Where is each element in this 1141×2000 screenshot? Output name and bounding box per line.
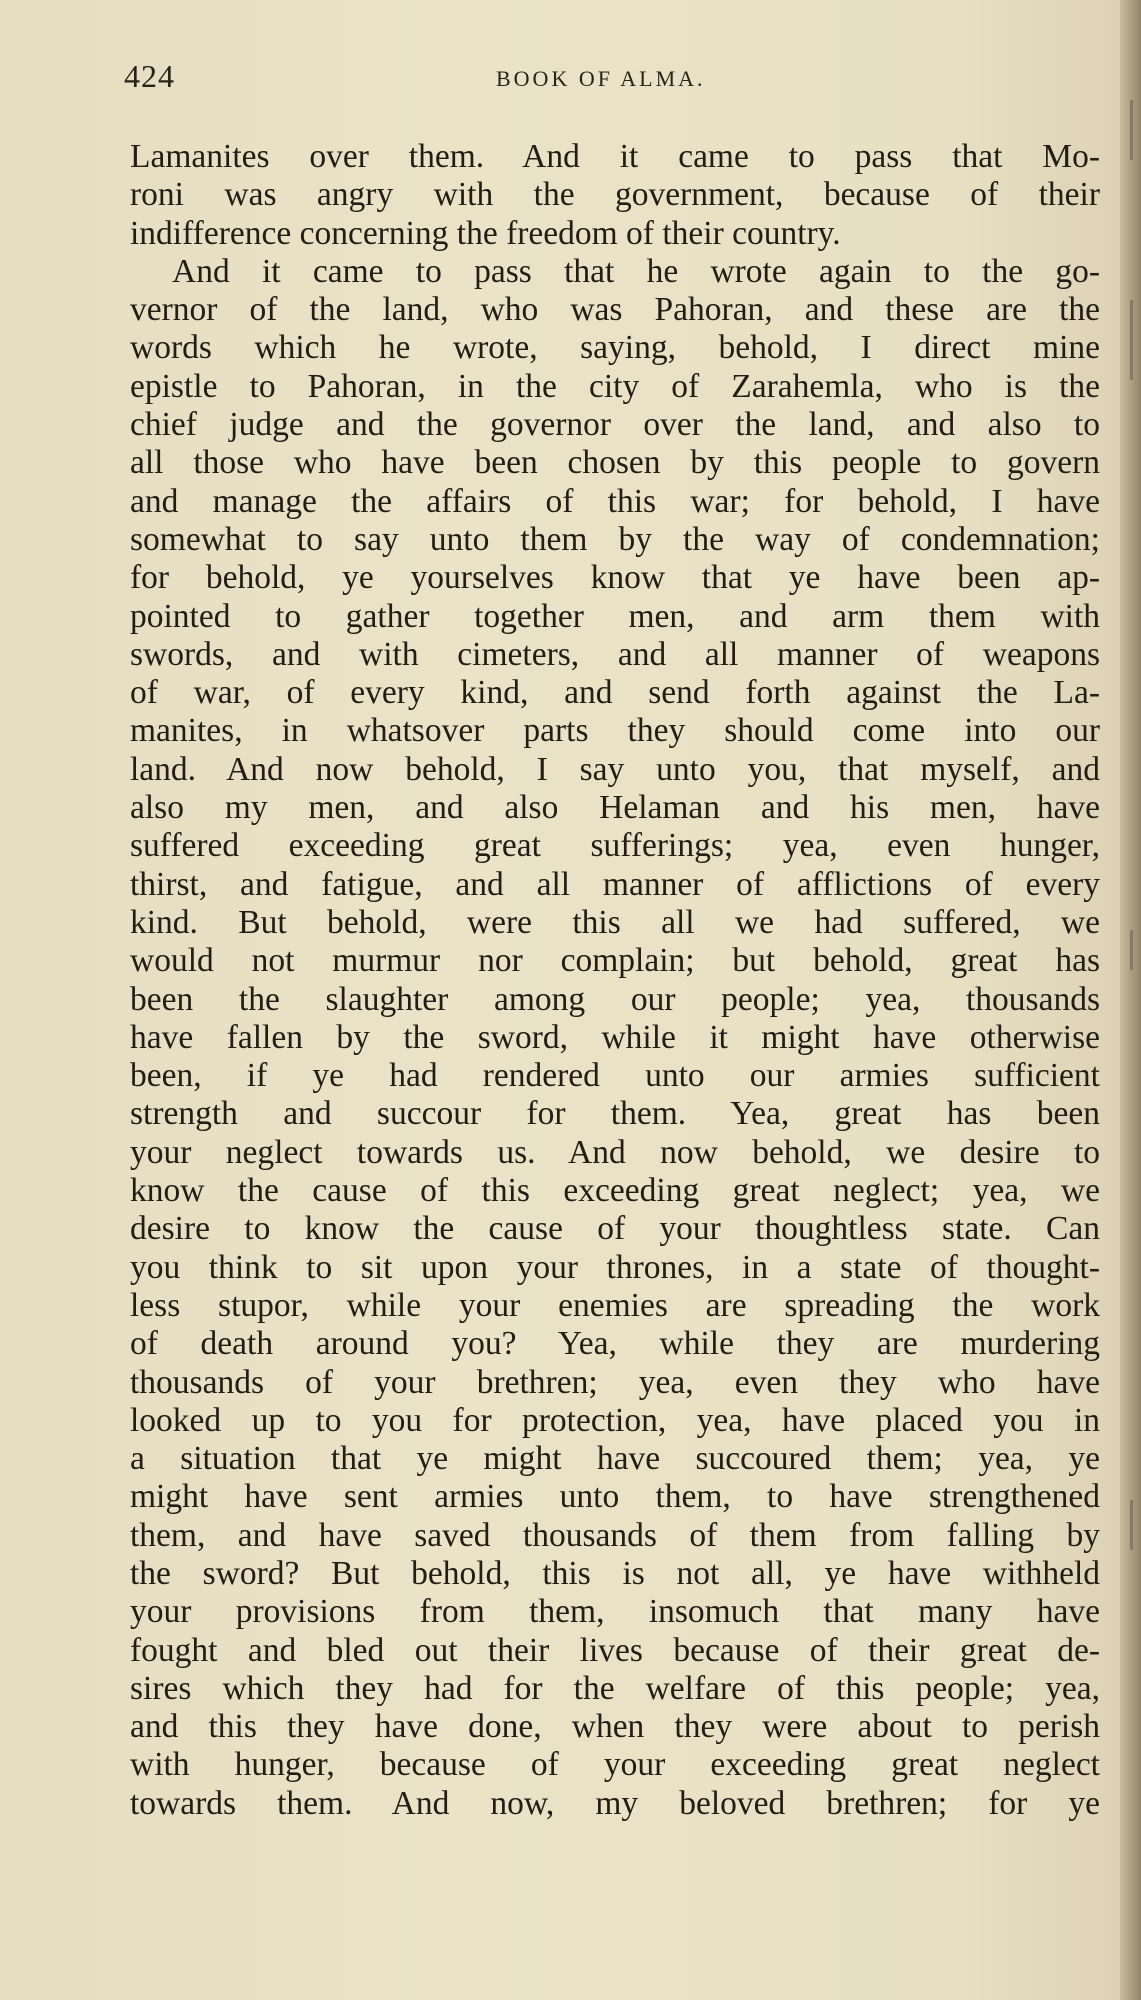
text-line: kind. But behold, were this all we had suffered, we xyxy=(130,903,1100,941)
text-line: And it came to pass that he wrote again to the go- xyxy=(172,252,1100,290)
text-line: manites, in whatsover parts they should come into our xyxy=(130,712,1100,750)
page-number: 424 xyxy=(124,58,175,94)
text-line: fought and bled out their lives because of their great de- xyxy=(130,1631,1100,1669)
page-header xyxy=(124,58,1024,98)
text-line: indifference concerning the freedom of their country. xyxy=(130,214,841,252)
text-line: vernor of the land, who was Pahoran, and these are the xyxy=(130,291,1100,329)
text-line: suffered exceeding great sufferings; yea, even hunger, xyxy=(130,827,1100,865)
binding-mark xyxy=(1130,300,1133,380)
text-line: pointed to gather together men, and arm them with xyxy=(130,597,1100,635)
text-line: know the cause of this exceeding great neglect; yea, we xyxy=(130,1172,1100,1210)
text-line: Lamanites over them. And it came to pass that Mo- xyxy=(130,138,1100,175)
text-line: a situation that ye might have succoured them; yea, ye xyxy=(130,1440,1100,1478)
text-line: less stupor, while your enemies are spreading the work xyxy=(130,1286,1100,1324)
text-line: strength and succour for them. Yea, great has been xyxy=(130,1095,1100,1133)
running-head: BOOK OF ALMA. xyxy=(496,66,706,91)
text-line: roni was angry with the government, because of their xyxy=(130,176,1100,214)
text-line: land. And now behold, I say unto you, that myself, and xyxy=(130,750,1100,788)
text-line: thousands of your brethren; yea, even they who have xyxy=(130,1363,1100,1401)
binding-mark xyxy=(1130,930,1133,970)
text-line: of war, of every kind, and send forth against the La- xyxy=(130,674,1100,712)
text-line: towards them. And now, my beloved brethren; for ye xyxy=(130,1784,1100,1822)
text-line: with hunger, because of your exceeding great neglect xyxy=(130,1746,1100,1784)
text-line: you think to sit upon your thrones, in a state of thought- xyxy=(130,1248,1100,1286)
text-line: chief judge and the governor over the land, and also to xyxy=(130,406,1100,444)
text-line: desire to know the cause of your thoughtless state. Can xyxy=(130,1210,1100,1248)
binding-mark xyxy=(1130,100,1133,160)
text-line: looked up to you for protection, yea, have placed you in xyxy=(130,1401,1100,1439)
text-line: them, and have saved thousands of them from falling by xyxy=(130,1516,1100,1554)
text-line: somewhat to say unto them by the way of condemnation; xyxy=(130,520,1100,558)
binding-mark xyxy=(1130,1500,1133,1550)
text-line: and this they have done, when they were about to perish xyxy=(130,1708,1100,1746)
text-line: for behold, ye yourselves know that ye have been ap- xyxy=(130,559,1100,597)
page-edge-shadow xyxy=(1120,0,1141,2000)
body-text xyxy=(130,138,1100,1823)
text-line: all those who have been chosen by this people to govern xyxy=(130,444,1100,482)
text-line: might have sent armies unto them, to have strengthened xyxy=(130,1478,1100,1516)
text-line: your provisions from them, insomuch that many have xyxy=(130,1593,1100,1631)
text-line: your neglect towards us. And now behold, we desire to xyxy=(130,1133,1100,1171)
text-line: epistle to Pahoran, in the city of Zarahemla, who is the xyxy=(130,367,1100,405)
text-line: and manage the affairs of this war; for behold, I have xyxy=(130,482,1100,520)
text-line: words which he wrote, saying, behold, I direct mine xyxy=(130,329,1100,367)
text-line: of death around you? Yea, while they are murdering xyxy=(130,1325,1100,1363)
text-line: been the slaughter among our people; yea, thousands xyxy=(130,980,1100,1018)
text-line: sires which they had for the welfare of this people; yea, xyxy=(130,1669,1100,1707)
text-line: would not murmur nor complain; but behold, great has xyxy=(130,942,1100,980)
text-line: also my men, and also Helaman and his men, have xyxy=(130,789,1100,827)
text-line: the sword? But behold, this is not all, ye have withheld xyxy=(130,1554,1100,1592)
text-line: swords, and with cimeters, and all manner of weapons xyxy=(130,635,1100,673)
text-line: been, if ye had rendered unto our armies sufficient xyxy=(130,1057,1100,1095)
text-line: have fallen by the sword, while it might have otherwise xyxy=(130,1018,1100,1056)
text-line: thirst, and fatigue, and all manner of afflictions of every xyxy=(130,865,1100,903)
